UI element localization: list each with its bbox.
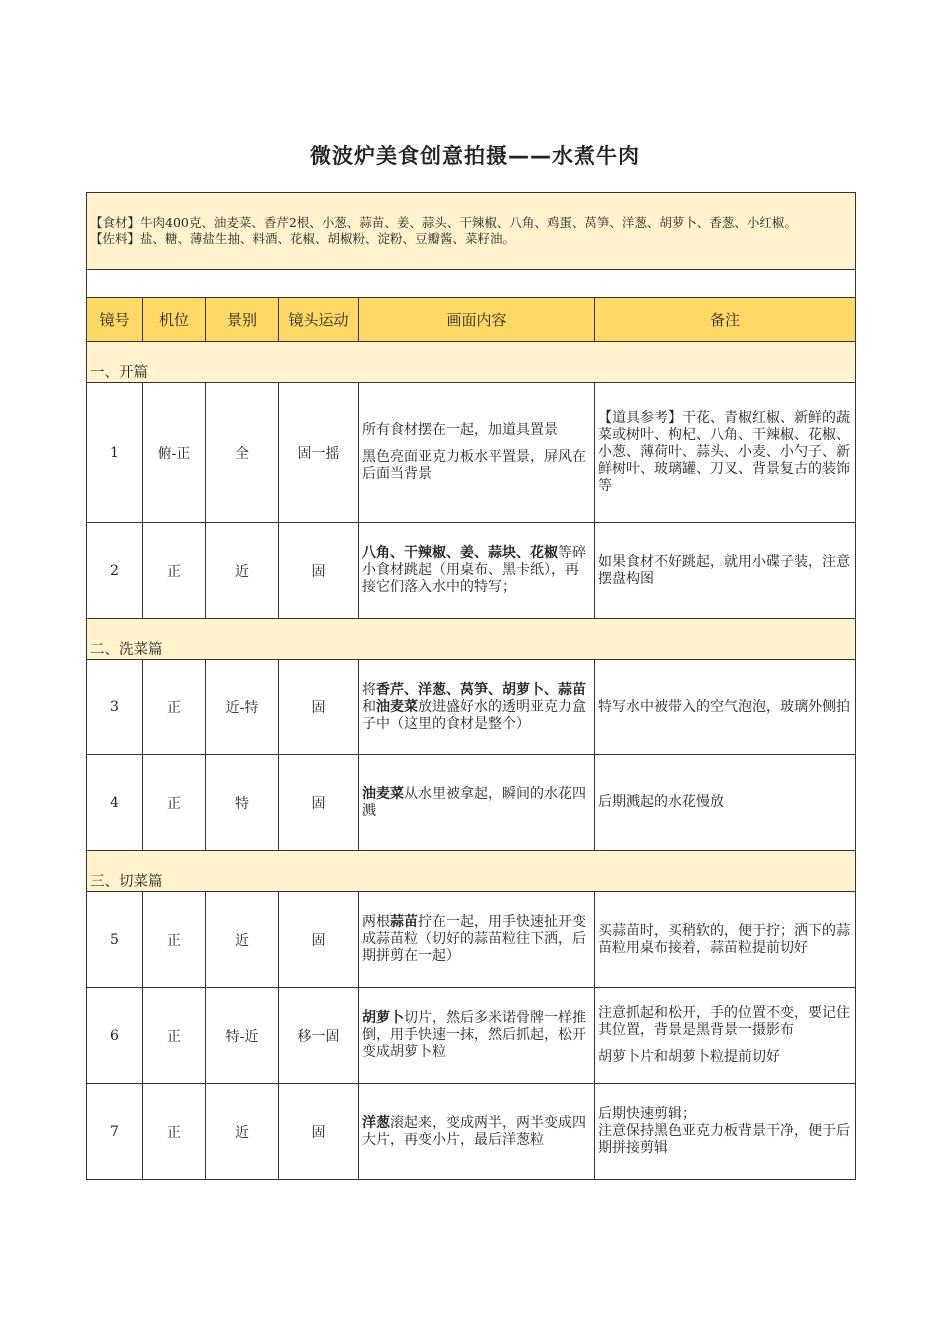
table-row bbox=[87, 892, 856, 988]
frame-content-text: 和 bbox=[362, 698, 376, 715]
notes-line: 后期快速剪辑； bbox=[598, 1106, 696, 1122]
table-row bbox=[87, 1084, 856, 1180]
table-row bbox=[87, 988, 856, 1084]
section-title: 一、开篇 bbox=[87, 342, 856, 383]
camera-position: 正 bbox=[143, 988, 206, 1084]
notes-line: 胡萝卜片和胡萝卜粒提前切好 bbox=[598, 1049, 780, 1065]
camera-movement: 固一摇 bbox=[279, 383, 359, 523]
camera-position: 正 bbox=[143, 660, 206, 755]
highlight-ingredients: 油麦菜 bbox=[362, 785, 404, 802]
camera-movement: 固 bbox=[279, 755, 359, 851]
highlight-ingredients: 蒜苗 bbox=[390, 914, 418, 930]
camera-movement: 固 bbox=[279, 660, 359, 755]
camera-movement: 移一固 bbox=[279, 988, 359, 1084]
notes: 特写水中被带入的空气泡泡，玻璃外侧拍 bbox=[595, 660, 856, 755]
highlight-ingredients: 洋葱 bbox=[362, 1114, 390, 1131]
shot-scale: 近 bbox=[206, 892, 279, 988]
header-notes: 备注 bbox=[595, 298, 856, 342]
frame-content bbox=[359, 660, 595, 755]
blank-row bbox=[87, 270, 856, 298]
camera-position: 正 bbox=[143, 892, 206, 988]
header-frame-content: 画面内容 bbox=[359, 298, 595, 342]
header-camera-position: 机位 bbox=[143, 298, 206, 342]
frame-content-line: 黑色亮面亚克力板水平置景，屏风在后面当背景 bbox=[362, 449, 586, 482]
shot-list-table bbox=[86, 192, 856, 1180]
ingredients-row bbox=[87, 193, 856, 270]
header-row bbox=[87, 298, 856, 342]
section-row bbox=[87, 851, 856, 892]
section-row bbox=[87, 619, 856, 660]
frame-content-text: 等碎小食材跳起（用桌布、黑卡纸），再接它们落入水中的特写； bbox=[362, 545, 586, 595]
table-row bbox=[87, 523, 856, 619]
camera-position: 俯-正 bbox=[143, 383, 206, 523]
header-shot-scale: 景别 bbox=[206, 298, 279, 342]
camera-movement: 固 bbox=[279, 523, 359, 619]
shot-no: 1 bbox=[87, 383, 143, 523]
notes bbox=[595, 988, 856, 1084]
table-row bbox=[87, 383, 856, 523]
header-camera-movement: 镜头运动 bbox=[279, 298, 359, 342]
frame-content bbox=[359, 1084, 595, 1180]
notes-line: 注意抓起和松开，手的位置不变，要记住其位置，背景是黑背景一摄影布 bbox=[598, 1005, 850, 1038]
ingredients-cell bbox=[87, 193, 856, 270]
notes: 【道具参考】干花、青椒红椒、新鲜的蔬菜或树叶、枸杞、八角、干辣椒、花椒、小葱、薄荷叶、蒜头、小麦、小勺子、新鲜树叶、玻璃罐、刀叉、背景复古的装饰等 bbox=[595, 383, 856, 523]
shot-no: 4 bbox=[87, 755, 143, 851]
notes: 买蒜苗时，买稍软的，便于拧；洒下的蒜苗粒用桌布接着，蒜苗粒提前切好 bbox=[595, 892, 856, 988]
highlight-ingredients: 八角、干辣椒、姜、蒜块、花椒 bbox=[362, 545, 558, 561]
ingredients-main: 【食材】牛肉400克、油麦菜、香芹2根、小葱、蒜苗、姜、蒜头、干辣椒、八角、鸡蛋、莴笋、洋葱、胡萝卜、香葱、小红椒。 bbox=[90, 215, 797, 230]
highlight-ingredients: 油麦菜 bbox=[376, 698, 418, 715]
frame-content-text: 拧在一起，用手快速扯开变成蒜苗粒（切好的蒜苗粒往下洒，后期拼剪在一起） bbox=[362, 914, 586, 964]
camera-position: 正 bbox=[143, 755, 206, 851]
shot-no: 3 bbox=[87, 660, 143, 755]
notes: 后期溅起的水花慢放 bbox=[595, 755, 856, 851]
camera-position: 正 bbox=[143, 523, 206, 619]
shot-scale: 全 bbox=[206, 383, 279, 523]
frame-content-text: 两根 bbox=[362, 914, 390, 930]
highlight-ingredients: 胡萝卜 bbox=[362, 1010, 404, 1026]
frame-content bbox=[359, 523, 595, 619]
section-row bbox=[87, 342, 856, 383]
frame-content-text: 滚起来，变成两半，两半变成四大片，再变小片，最后洋葱粒 bbox=[362, 1114, 586, 1148]
notes: 如果食材不好跳起，就用小碟子装，注意摆盘构图 bbox=[595, 523, 856, 619]
shot-scale: 近 bbox=[206, 1084, 279, 1180]
page-title: 微波炉美食创意拍摄——水煮牛肉 bbox=[310, 144, 640, 168]
highlight-ingredients: 香芹、洋葱、莴笋、胡萝卜、蒜苗 bbox=[376, 681, 586, 698]
frame-content bbox=[359, 383, 595, 523]
section-title: 二、洗菜篇 bbox=[87, 619, 856, 660]
shot-no: 6 bbox=[87, 988, 143, 1084]
table-row bbox=[87, 660, 856, 755]
header-shot-no: 镜号 bbox=[87, 298, 143, 342]
frame-content bbox=[359, 755, 595, 851]
ingredients-seasoning: 【佐料】盐、糖、薄盐生抽、料酒、花椒、胡椒粉、淀粉、豆瓣酱、菜籽油。 bbox=[90, 231, 516, 246]
shot-scale: 特-近 bbox=[206, 988, 279, 1084]
frame-content-text: 将 bbox=[362, 681, 376, 698]
frame-content bbox=[359, 988, 595, 1084]
camera-movement: 固 bbox=[279, 892, 359, 988]
shot-scale: 近-特 bbox=[206, 660, 279, 755]
notes bbox=[595, 1084, 856, 1180]
table-row bbox=[87, 755, 856, 851]
shot-no: 2 bbox=[87, 523, 143, 619]
camera-movement: 固 bbox=[279, 1084, 359, 1180]
shot-scale: 近 bbox=[206, 523, 279, 619]
notes-line: 注意保持黑色亚克力板背景干净，便于后期拼接剪辑 bbox=[598, 1123, 850, 1156]
camera-position: 正 bbox=[143, 1084, 206, 1180]
shot-scale: 特 bbox=[206, 755, 279, 851]
frame-content-text: 切片，然后多米诺骨牌一样推倒，用手快速一抹，然后抓起，松开变成胡萝卜粒 bbox=[362, 1010, 586, 1060]
shot-no: 7 bbox=[87, 1084, 143, 1180]
frame-content-line: 所有食材摆在一起，加道具置景 bbox=[362, 422, 558, 438]
frame-content-text: 从水里被拿起，瞬间的水花四溅 bbox=[362, 785, 586, 819]
frame-content bbox=[359, 892, 595, 988]
shot-no: 5 bbox=[87, 892, 143, 988]
frame-content-text: 放进盛好水的透明亚克力盒子中（这里的食材是整个） bbox=[362, 698, 586, 732]
section-title: 三、切菜篇 bbox=[87, 851, 856, 892]
